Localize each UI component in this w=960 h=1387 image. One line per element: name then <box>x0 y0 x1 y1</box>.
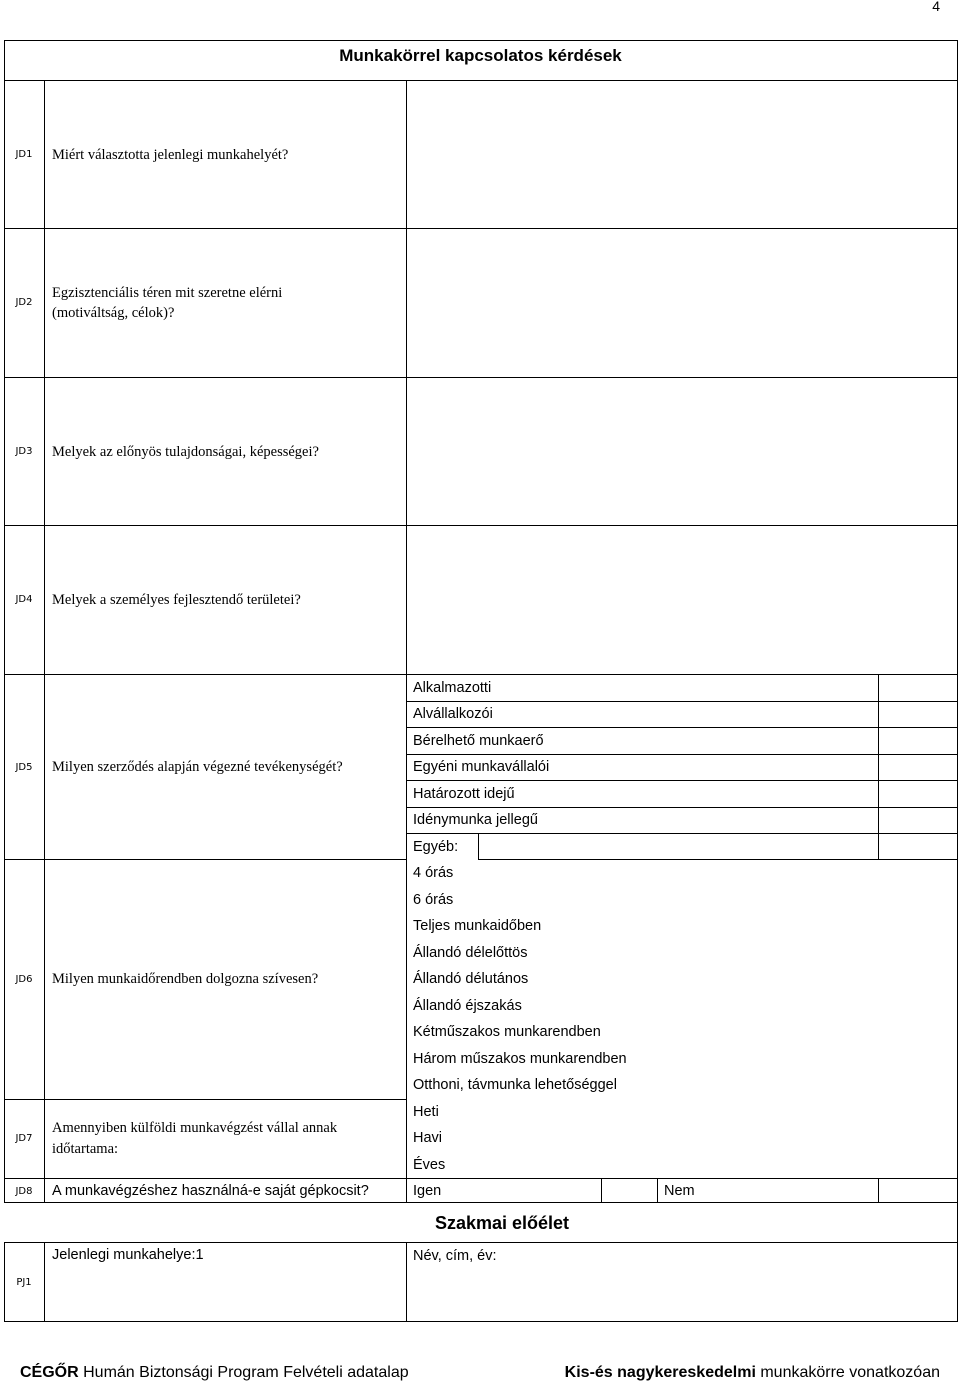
footer-category: Kis-és nagykereskedelmi <box>564 1364 756 1381</box>
option-label[interactable]: Otthoni, távmunka lehetőséggel <box>413 1077 617 1093</box>
question-text: Melyek a személyes fejlesztendő területei? <box>52 592 301 608</box>
question-id: JD7 <box>15 1133 33 1144</box>
option-label[interactable]: Állandó délelőttös <box>413 945 528 961</box>
option-checkbox[interactable] <box>879 702 957 727</box>
option-label[interactable]: Állandó éjszakás <box>413 998 522 1014</box>
question-id: JD4 <box>15 594 33 605</box>
option-checkbox[interactable] <box>879 728 957 754</box>
field-label: Név, cím, év: <box>413 1248 497 1264</box>
footer-left <box>20 1364 409 1382</box>
option-label[interactable]: Három műszakos munkarendben <box>413 1051 627 1067</box>
question-text: Milyen munkaidőrendben dolgozna szívesen? <box>52 971 319 987</box>
option-label[interactable]: Állandó délutános <box>413 971 529 987</box>
option-label[interactable]: Havi <box>413 1130 443 1146</box>
footer-brand: CÉGŐR <box>20 1364 79 1381</box>
yes-checkbox[interactable] <box>602 1179 657 1202</box>
question-id: PJ1 <box>16 1277 32 1288</box>
option-label: Idénymunka jellegű <box>413 812 538 828</box>
section-title: Szakmai előélet <box>434 1213 570 1233</box>
question-text: Melyek az előnyös tulajdonságai, képességei? <box>52 444 319 460</box>
option-label[interactable]: Éves <box>413 1157 446 1173</box>
option-label[interactable]: Kétműszakos munkarendben <box>413 1024 601 1040</box>
option-label: Határozott idejű <box>413 786 515 802</box>
question-text: Milyen szerződés alapján végezné tevékenységét? <box>52 759 343 775</box>
no-label: Nem <box>664 1183 695 1199</box>
question-text: Amennyiben külföldi munkavégzést vállal annak <box>52 1120 338 1136</box>
form-title: Munkakörrel kapcsolatos kérdések <box>339 46 622 65</box>
option-label: Egyéb: <box>413 839 459 855</box>
option-label: Egyéni munkavállalói <box>413 759 550 775</box>
footer-right <box>565 1364 940 1382</box>
question-id: JD6 <box>15 974 33 985</box>
question-text: A munkavégzéshez használná-e saját gépkocsit? <box>52 1183 369 1199</box>
footer-program: Humán Biztonsági Program Felvételi adatalap <box>78 1364 409 1381</box>
question-id: JD8 <box>15 1186 33 1197</box>
question-text: Jelenlegi munkahelye:1 <box>52 1247 204 1263</box>
yes-label: Igen <box>413 1183 442 1199</box>
other-text-field[interactable] <box>479 834 878 859</box>
page-number: 4 <box>932 0 940 14</box>
question-id: JD5 <box>15 762 33 773</box>
option-label: Alkalmazotti <box>413 680 492 696</box>
option-checkbox[interactable] <box>879 675 957 701</box>
question-text: Miért választotta jelenlegi munkahelyét? <box>52 147 289 163</box>
option-label: Bérelhető munkaerő <box>413 733 544 749</box>
answer-field[interactable] <box>407 526 957 674</box>
option-checkbox[interactable] <box>879 808 957 833</box>
question-text: Egzisztenciális téren mit szeretne elérni <box>52 285 283 301</box>
option-label[interactable]: Teljes munkaidőben <box>413 918 542 934</box>
answer-field[interactable] <box>407 229 957 377</box>
question-text: időtartama: <box>52 1141 119 1157</box>
option-checkbox[interactable] <box>879 755 957 780</box>
answer-field[interactable] <box>407 81 957 228</box>
no-checkbox[interactable] <box>879 1179 957 1202</box>
option-label[interactable]: 4 órás <box>413 865 454 881</box>
option-label[interactable]: Heti <box>413 1104 439 1120</box>
answer-field[interactable] <box>407 1270 957 1321</box>
footer-scope: munkakörre vonatkozóan <box>755 1364 940 1381</box>
option-checkbox[interactable] <box>879 781 957 807</box>
option-label: Alvállalkozói <box>413 706 493 722</box>
question-id: JD1 <box>15 149 33 160</box>
question-id: JD2 <box>15 297 33 308</box>
option-label[interactable]: 6 órás <box>413 892 454 908</box>
question-id: JD3 <box>15 446 33 457</box>
question-text: (motiváltság, célok)? <box>52 305 175 321</box>
answer-field[interactable] <box>407 378 957 525</box>
